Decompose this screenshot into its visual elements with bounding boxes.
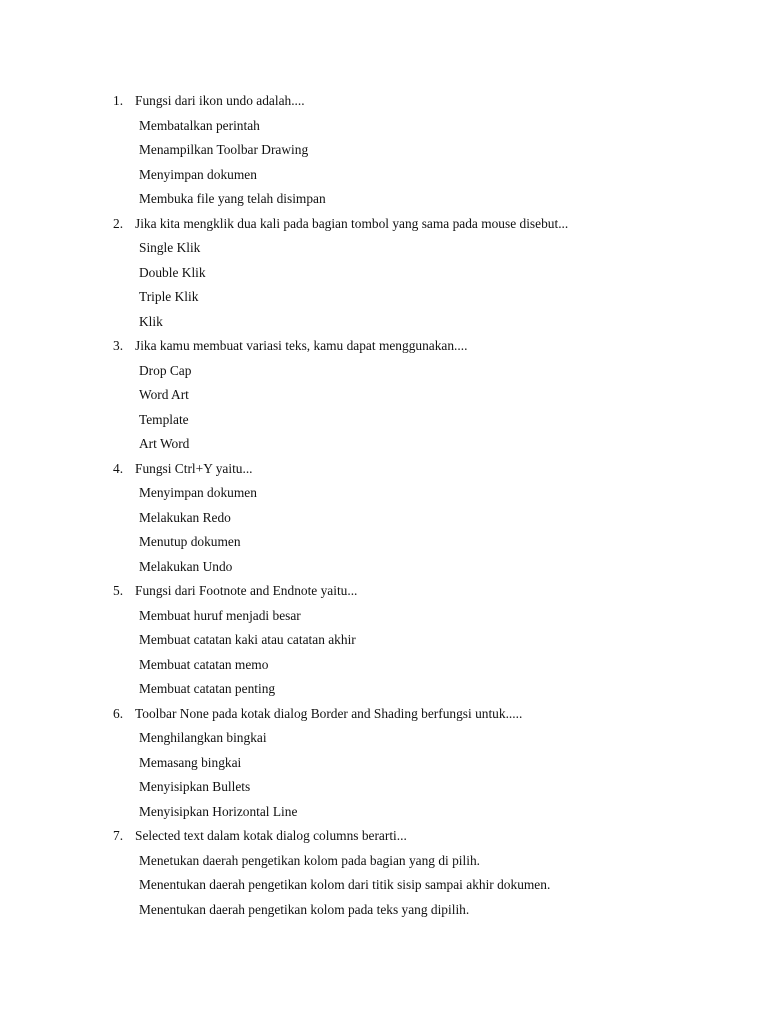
option-a: Single Klik xyxy=(139,240,201,255)
question-list xyxy=(0,89,768,922)
option-b: Melakukan Redo xyxy=(139,509,231,525)
question-4 xyxy=(0,457,768,580)
option-d: Klik xyxy=(139,313,163,329)
option-d: Melakukan Undo xyxy=(139,558,233,574)
question-number: 3. xyxy=(113,338,124,353)
question-line xyxy=(0,702,768,727)
question-2 xyxy=(0,212,768,335)
question-line xyxy=(0,334,768,359)
question-text: Jika kita mengklik dua kali pada bagian tombol yang sama pada mouse disebut... xyxy=(135,215,569,231)
option-b: Menentukan daerah pengetikan kolom dari titik sisip sampai akhir dokumen. xyxy=(139,877,551,892)
question-number: 4. xyxy=(113,460,124,476)
option-a: Membuat huruf menjadi besar xyxy=(139,607,301,623)
option-d: Menyisipkan Horizontal Line xyxy=(139,803,298,819)
option-d: Membuka file yang telah disimpan xyxy=(139,191,326,206)
option-d: Membuat catatan penting xyxy=(139,681,276,696)
option-b: Menampilkan Toolbar Drawing xyxy=(139,142,309,157)
option-c: Menutup dokumen xyxy=(139,534,241,549)
question-number: 1. xyxy=(113,93,124,108)
question-number: 6. xyxy=(113,705,124,721)
option-c: Template xyxy=(139,411,189,427)
question-text: Fungsi dari ikon undo adalah.... xyxy=(135,93,305,108)
question-1 xyxy=(0,89,768,212)
question-line xyxy=(0,457,768,482)
question-line xyxy=(0,212,768,237)
option-a: Menyimpan dokumen xyxy=(139,485,257,500)
option-c: Menyisipkan Bullets xyxy=(139,779,251,794)
question-number: 2. xyxy=(113,215,124,231)
option-b: Memasang bingkai xyxy=(139,754,242,770)
question-7 xyxy=(0,824,768,922)
option-c: Menentukan daerah pengetikan kolom pada teks yang dipilih. xyxy=(139,901,470,917)
option-b: Membuat catatan kaki atau catatan akhir xyxy=(139,632,356,647)
question-text: Selected text dalam kotak dialog columns berarti... xyxy=(135,828,407,843)
option-a: Menetukan daerah pengetikan kolom pada bagian yang di pilih. xyxy=(139,852,480,868)
option-c: Menyimpan dokumen xyxy=(139,166,257,182)
question-number: 5. xyxy=(113,583,124,598)
question-text: Toolbar None pada kotak dialog Border and Shading berfungsi untuk..... xyxy=(135,705,523,721)
question-3 xyxy=(0,334,768,457)
option-a: Membatalkan perintah xyxy=(139,117,260,133)
question-line xyxy=(0,89,768,114)
question-5 xyxy=(0,579,768,702)
option-c: Triple Klik xyxy=(139,289,199,304)
option-b: Word Art xyxy=(139,387,189,402)
question-6 xyxy=(0,702,768,825)
option-c: Membuat catatan memo xyxy=(139,656,269,672)
question-text: Jika kamu membuat variasi teks, kamu dapat menggunakan.... xyxy=(135,338,468,353)
option-b: Double Klik xyxy=(139,264,206,280)
question-text: Fungsi Ctrl+Y yaitu... xyxy=(135,460,253,476)
option-a: Menghilangkan bingkai xyxy=(139,730,267,745)
option-a: Drop Cap xyxy=(139,362,192,378)
question-line xyxy=(0,824,768,849)
question-line xyxy=(0,579,768,604)
question-number: 7. xyxy=(113,828,124,843)
question-text: Fungsi dari Footnote and Endnote yaitu... xyxy=(135,583,358,598)
option-d: Art Word xyxy=(139,436,190,451)
